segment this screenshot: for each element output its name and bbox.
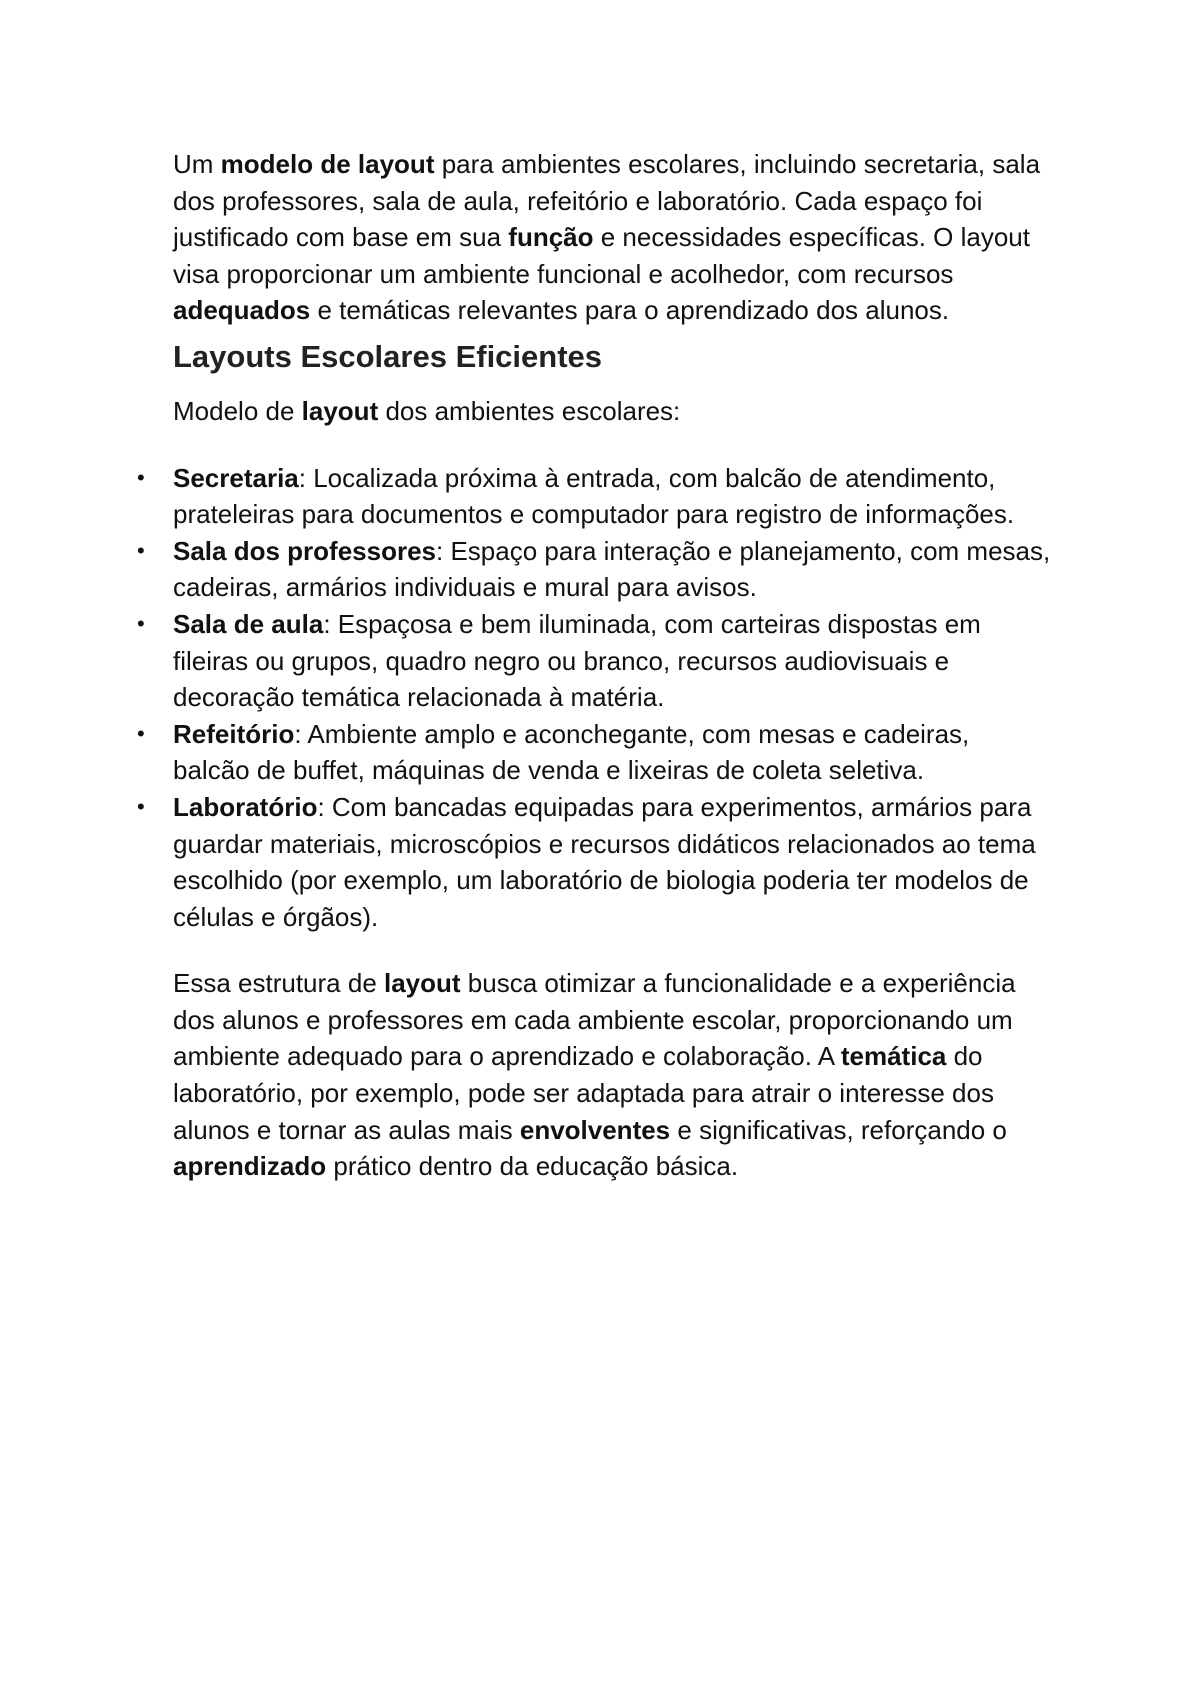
document-page: [137, 146, 1053, 1185]
list-item-text: : Localizada próxima à entrada, com balcão de atendimento, prateleiras para documentos e computador para registro de informações.: [173, 462, 1015, 530]
bullet-icon: •: [137, 720, 145, 746]
list-item-term: Sala dos professores: [173, 535, 436, 566]
bullet-icon: •: [137, 610, 145, 636]
bullet-icon: •: [137, 464, 145, 490]
section-heading: Layouts Escolares Eficientes: [173, 338, 603, 374]
list-item-sala-professores: [137, 533, 1053, 606]
list-item-term: Refeitório: [173, 718, 295, 749]
intro-emphasis-adequados: adequados: [173, 295, 311, 326]
section-subtitle: Modelo de layout dos ambientes escolares:: [173, 395, 681, 426]
list-item-term: Sala de aula: [173, 608, 324, 639]
bullet-icon: •: [137, 537, 145, 563]
intro-paragraph: Um modelo de layout para ambientes escolares, incluindo secretaria, sala dos professores, sala de aula, refeitório e laboratório. Cada espaço foi justificado com base em sua função e necessidades específicas. O layout visa proporcionar um ambiente funcional e acolhedor, com recursos adequados e temáticas relevantes para o aprendizado dos alunos.: [173, 149, 1041, 326]
intro-emphasis-funcao: função: [508, 222, 594, 253]
list-item-laboratorio: [137, 789, 1053, 935]
closing-paragraph: Essa estrutura de layout busca otimizar a funcionalidade e a experiência dos alunos e professores em cada ambiente escolar, proporcionando um ambiente adequado para o aprendizado e colaboração. A temática do laboratório, por exemplo, pode ser adaptada para atrair o interesse dos alunos e tornar as aulas mais envolventes e significativas, reforçando o aprendizado prático dentro da educação básica.: [173, 968, 1016, 1182]
list-item-sala-aula: [137, 606, 1053, 716]
list-item-text: : Espaçosa e bem iluminada, com carteiras dispostas em fileiras ou grupos, quadro negro ou branco, recursos audiovisuais e decoração temática relacionada à matéria.: [173, 608, 981, 713]
list-item-term: Laboratório: [173, 791, 318, 822]
intro-emphasis-modelo: modelo de layout: [220, 149, 435, 179]
list-item-term: Secretaria: [173, 462, 299, 493]
environments-list: [137, 460, 1053, 936]
list-item-text: : Ambiente amplo e aconchegante, com mesas e cadeiras, balcão de buffet, máquinas de venda e lixeiras de coleta seletiva.: [173, 718, 970, 786]
list-item-text: : Com bancadas equipadas para experimentos, armários para guardar materiais, microscópios e recursos didáticos relacionados ao tema escolhido (por exemplo, um laboratório de biologia poderia ter modelos de células e órgãos).: [173, 791, 1036, 932]
list-item-secretaria: [137, 460, 1053, 533]
list-item-text: : Espaço para interação e planejamento, com mesas, cadeiras, armários individuais e mural para avisos.: [173, 535, 1051, 603]
list-item-refeitorio: [137, 716, 1053, 789]
bullet-icon: •: [137, 793, 145, 819]
